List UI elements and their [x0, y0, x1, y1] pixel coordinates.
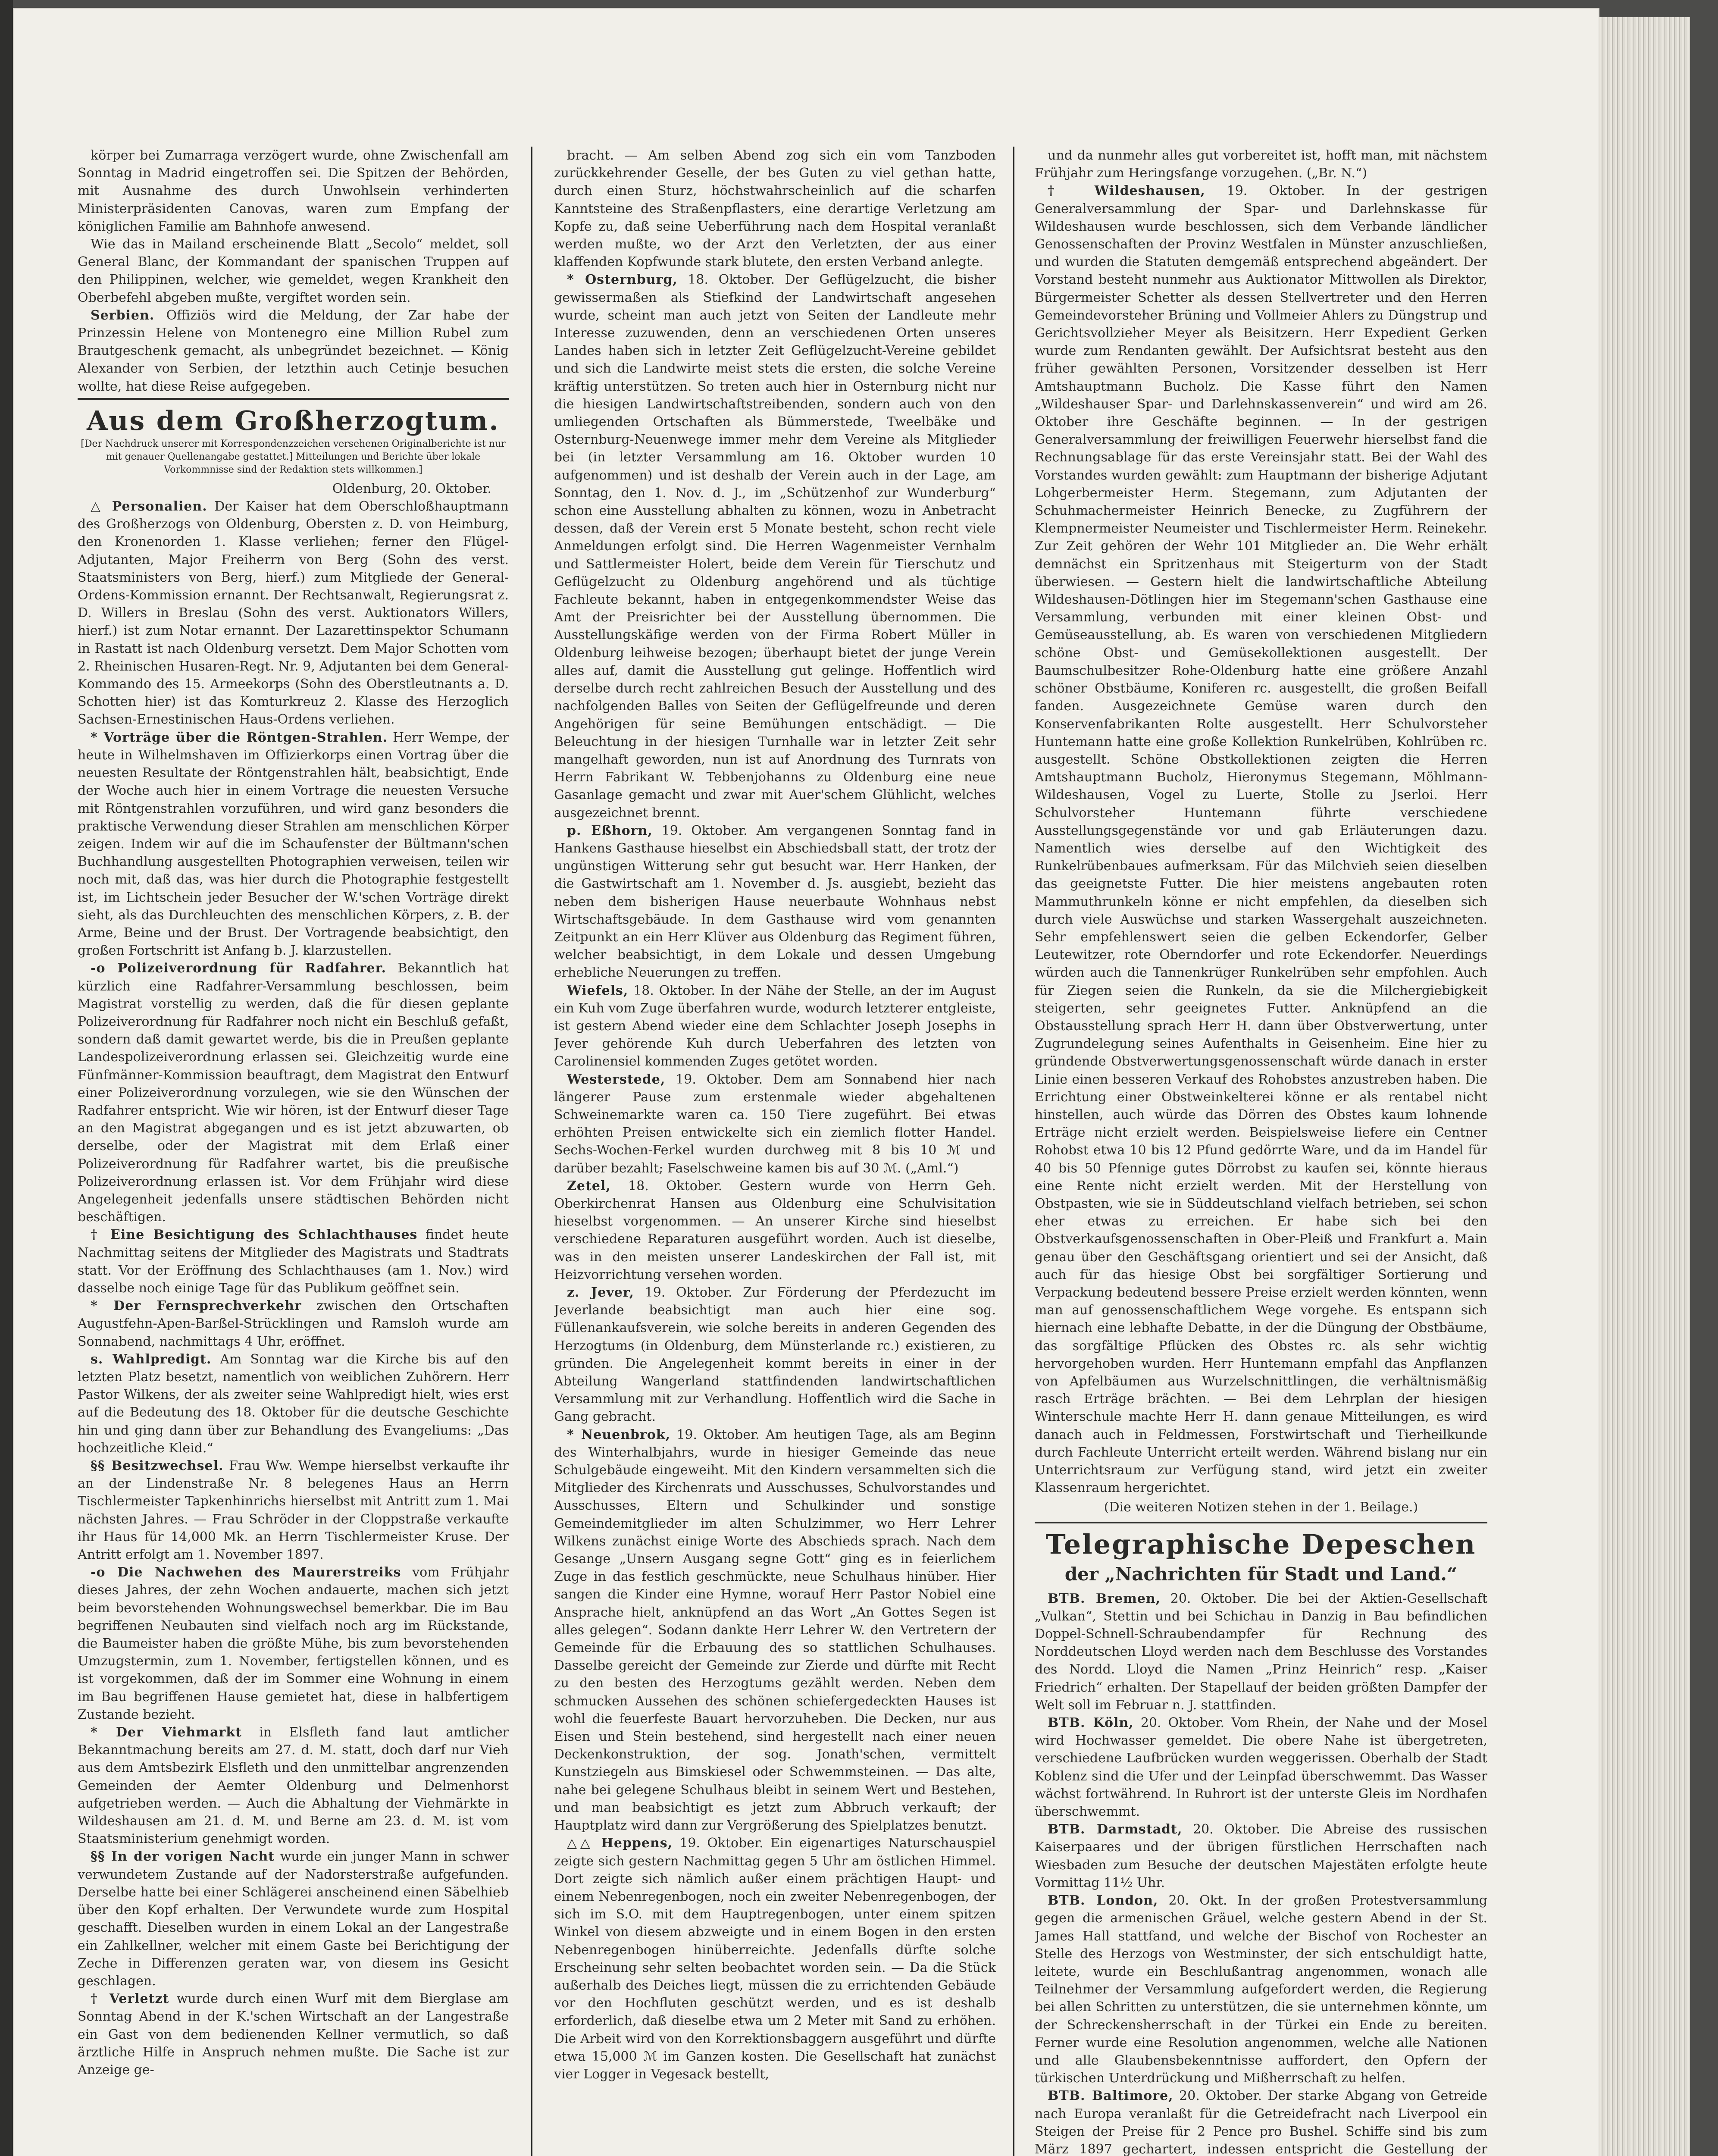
article-heading: * Der Viehmarkt	[91, 1725, 242, 1740]
article-paragraph	[554, 982, 996, 1071]
article-heading: △△ Heppens,	[567, 1836, 673, 1851]
article-paragraph	[1035, 1714, 1487, 1821]
article-text: Herr Wempe, der heute in Wilhelmshaven im Offizierkorps einen Vortrag über die neuesten Resultate der Röntgenstrahlen hält, beabsichtigt, Ende der Woche auch hier in einem Vortrage die neuesten Versuche mit Röntgenstrahlen vorzuführen, und wird ganz besonders die praktische Verwendung dieser Strahlen am menschlichen Körper zeigen. Indem wir auf die im Schaufenster der Bültmann'schen Buchhandlung ausgestellten Photographien verweisen, teilen wir noch mit, daß das, was hier durch die Photographie festgestellt ist, im Lichtschein jeder Besucher der W.'schen Vorträge direkt sieht, als das Durchleuchten des menschlichen Körpers, z. B. der Arme, Beine und der Brust. Der Vortragende beabsichtigt, den großen Fortschritt ist Anfang b. J. klarzustellen.	[78, 730, 509, 959]
article-text: findet heute Nachmittag seitens der Mitglieder des Magistrats und Stadtrats statt. Vor der Eröffnung des Schlachthauses (am 1. Nov.) wird dasselbe noch einige Tage für das Publikum geöffnet sein.	[78, 1227, 509, 1296]
article-text: zwischen den Ortschaften Augustfehn-Apen-Barßel-Strücklingen und Ramsloh wurde am Sonnabend, nachmittags 4 Uhr, eröffnet.	[78, 1298, 509, 1349]
article-heading: † Verletzt	[91, 1991, 169, 2007]
article-paragraph	[78, 1226, 509, 1297]
article-text: 19. Oktober. Am heutigen Tage, als am Beginn des Winterhalbjahrs, wurde in hiesiger Gemeinde das neue Schulgebäude eingeweiht. Mit den Kindern versammelten sich die Mitglieder des Kirchenrats und Ausschusses, Schulvorstandes und Ausschusses, Eltern und Schulkinder und sonstige Gemeindemitglieder im alten Schulzimmer, wo Herr Lehrer Wilkens zunächst einige Worte des Abschieds sprach. Nach dem Gesange „Unsern Ausgang segne Gott“ ging es in feierlichem Zuge in das festlich geschmückte, neue Schulhaus hinüber. Hier sangen die Kinder eine Hymne, worauf Herr Pastor Nobiel eine Ansprache hielt, anknüpfend an das Wort „An Gottes Segen ist alles gelegen“. Sodann dankte Herr Lehrer W. den Vertretern der Gemeinde für die Erbauung des so stattlichen Schulhauses. Dasselbe gereicht der Gemeinde zur Zierde und dürfte mit Recht zu den besten des Herzogtums gezählt werden. Neben dem schmucken Aussehen des schönen schiefergedeckten Hauses ist wohl die feuerfeste Bauart hervorzuheben. Die Decken, nur aus Eisen und Stein bestehend, sind hergestellt nach einer neuen Deckenkonstruktion, der sog. Jonath'schen, vermittelt Kunstziegeln aus Bimskiesel oder Schwemmsteinen. — Das alte, nahe bei gelegene Schulhaus bleibt in seinem Wert und Bestehen, und man beabsichtigt es jetzt zum Abbruch verkauft; der Hauptplatz wird dann zur Vergrößerung des Spielplatzes benutzt.	[554, 1427, 996, 1833]
article-heading: Wiefels,	[567, 983, 629, 998]
article-heading: * Der Fernsprechverkehr	[91, 1298, 302, 1314]
article-paragraph	[554, 271, 996, 821]
article-heading: -o Polizeiverordnung für Radfahrer.	[91, 961, 387, 976]
column-left	[78, 147, 509, 2156]
article-paragraph	[554, 822, 996, 982]
section-sub: der „Nachrichten für Stadt und Land.“	[1064, 1563, 1458, 1585]
section-title: Telegraphische Depeschen	[1045, 1528, 1477, 1560]
article-text: 19. Oktober. Am vergangenen Sonntag fand in Hankens Gasthause hieselbst ein Abschiedsball statt, der trotz der ungünstigen Witterung sehr gut besucht war. Herr Hanken, der die Gastwirtschaft am 1. November d. Js. ausgiebt, bezieht das neben dem bisherigen Hause neuerbaute Wohnhaus nebst Wirtschaftsgebäude. In dem Gasthause wird vom genannten Zeitpunkt an ein Herr Klüver aus Oldenburg das Regiment führen, welcher beabsichtigt, in dem Lokale und dessen Umgebung erhebliche Neuerungen zu treffen.	[554, 823, 996, 981]
article-heading: * Osternburg,	[567, 272, 678, 288]
article-text: 19. Oktober. Dem am Sonnabend hier nach längerer Pause zum erstenmale wieder abgehaltenen Schweinemarkte waren ca. 150 Tiere zugeführt. Bei etwas erhöhten Preisen entwickelte sich ein ziemlich flotter Handel. Sechs-Wochen-Ferkel wurden durchweg mit 8 bis 10 ℳ und darüber bezahlt; Faselschweine kamen bis auf 30 ℳ. („Aml.“)	[554, 1072, 996, 1176]
article-heading: BTB. Köln,	[1048, 1715, 1134, 1731]
article-heading: * Vorträge über die Röntgen-Strahlen.	[91, 730, 388, 745]
article-text: Bekanntlich hat kürzlich eine Radfahrer-Versammlung beschlossen, beim Magistrat vorstellig zu werden, daß die für diesen geplante Polizeiverordnung für Radfahrer noch nicht ein Beschluß gefaßt, sondern daß damit gewartet werde, bis die in Preußen geplante Landespolizeiverordnung erlassen sei. Gleichzeitig wurde eine Fünfmänner-Kommission beauftragt, dem Magistrat den Entwurf einer Polizeiverordnung vorzulegen, wie sie den Wünschen der Radfahrer entspricht. Wie wir hören, ist der Entwurf dieser Tage an den Magistrat abgegangen und es ist jetzt abzuwarten, ob derselbe, oder der Magistrat mit dem Erlaß einer Polizeiverordnung für Radfahrer wartet, bis die preußische Polizeiverordnung erlassen ist. Vor dem Frühjahr wird diese Angelegenheit jedenfalls unsere städtischen Behörden nicht beschäftigen.	[78, 961, 509, 1225]
article-text: und da nunmehr alles gut vorbereitet ist, hofft man, mit nächstem Frühjahr zum Heringsfange vorzugehen. („Br. N.“)	[1035, 148, 1487, 181]
article-heading: △ Personalien.	[91, 499, 207, 514]
article-paragraph	[78, 147, 509, 235]
article-heading: Westerstede,	[567, 1072, 666, 1087]
article-text: vom Frühjahr dieses Jahres, der zehn Wochen andauerte, machen sich jetzt beim bevorstehenden Wohnungswechsel bemerkbar. Die im Bau begriffenen Neubauten sind vielfach noch arg im Rückstande, die Baumeister haben die größte Mühe, bis zum bevorstehenden Umzugstermin, zum 1. November, fertigstellen können, und es ist vorgekommen, daß der im Sommer eine Wohnung in einem im Bau begriffenen Hause gemietet hat, diese in halbfertigem Zustande bezieht.	[78, 1565, 509, 1722]
article-paragraph	[1035, 1590, 1487, 1714]
article-paragraph	[78, 1990, 509, 2079]
notice: [Der Nachdruck unserer mit Korrespondenzzeichen versehenen Originalberichte ist nur mit genauer Quellenangabe gestattet.] Mitteilungen und Berichte über lokale Vorkommnisse sind der Redaktion stets willkommen.]	[81, 438, 506, 475]
article-paragraph	[554, 1071, 996, 1177]
article-paragraph	[554, 1426, 996, 1835]
article-paragraph	[1035, 2087, 1487, 2156]
article-text: wurde durch einen Wurf mit dem Bierglase am Sonntag Abend in der K.'schen Wirtschaft an der Langestraße ein Gast von dem bedienenden Kellner vermutlich, so daß ärztliche Hilfe in Anspruch nehmen mußte. Die Sache ist zur Anzeige ge-	[78, 1991, 509, 2078]
article-text: 20. Oktober. Die bei der Aktien-Gesellschaft „Vulkan“, Stettin und bei Schichau in Danzig in Bau befindlichen Doppel-Schnell-Schraubendampfer für Rechnung des Norddeutschen Lloyd werden nach dem Beschlusse des Vorstandes des Nordd. Lloyd die Namen „Prinz Heinrich“ resp. „Kaiser Friedrich“ erhalten. Der Stapellauf der beiden größten Dampfer der Welt soll im Februar n. J. stattfinden.	[1035, 1591, 1487, 1713]
article-paragraph	[78, 1848, 509, 1990]
article-heading: §§ Besitzwechsel.	[91, 1458, 224, 1474]
article-paragraph	[554, 147, 996, 271]
article-text: wurde ein junger Mann in schwer verwundetem Zustande auf der Nadorsterstraße aufgefunden. Derselbe hatte bei einer Schlägerei anscheinend einen Säbelhieb über den Kopf erhalten. Der Verwundete wurde zum Hospital geschafft. Dieselben wurden in einem Lokal an der Langestraße ein Zahlkellner, welcher mit einem Gaste bei Berichtigung der Zeche in Differenzen geraten war, von diesem ins Gesicht geschlagen.	[78, 1849, 509, 1989]
article-heading: -o Die Nachwehen des Maurerstreiks	[91, 1565, 401, 1580]
dateline: Oldenburg, 20. Oktober.	[332, 481, 491, 496]
article-text: Frau Ww. Wempe hierselbst verkaufte ihr an der Lindenstraße Nr. 8 belegenes Haus an Herrn Tischlermeister Tapkenhinrichs hierselbst mit Antritt zum 1. Mai nächsten Jahres. — Frau Schröder in der Cloppstraße verkaufte ihr Haus für 14,000 Mk. an Herrn Tischlermeister Kruse. Der Antritt erfolgt am 1. November 1897.	[78, 1458, 509, 1563]
article-text: 19. Oktober. Ein eigenartiges Naturschauspiel zeigte sich gestern Nachmittag gegen 5 Uhr am östlichen Himmel. Dort zeigte sich nämlich außer einem prächtigen Haupt- und einem Nebenregenbogen, noch ein zweiter Nebenregenbogen, der sich im S.O. mit dem Hauptregenbogen, unter einem spitzen Winkel von diesem abzweigte und in einem Bogen in den ersten Nebenregenbogen hinüberreichte. Jedenfalls dürfte solche Erscheinung sehr selten beobachtet worden sein. — Da die Stück außerhalb des Deiches liegt, müssen die zu errichtenden Gebäude vor den Hochfluten geschützt werden, und es ist deshalb erforderlich, daß dieselbe etwa um 2 Meter mit Sand zu erhöhen. Die Arbeit wird von den Korrektionsbaggern ausgeführt und dürfte etwa 15,000 ℳ im Ganzen kosten. Die Gesellschaft hat zunächst vier Logger in Vegesack bestellt,	[554, 1836, 996, 2082]
article-text: in Elsfleth fand laut amtlicher Bekanntmachung bereits am 27. d. M. statt, doch darf nur Vieh aus dem Amtsbezirk Elsfleth und den unmittelbar angrenzenden Gemeinden der Aemter Oldenburg und Delmenhorst aufgetrieben werden. — Auch die Abhaltung der Viehmärkte in Wildeshausen am 21. d. M. und Berne am 23. d. M. ist vom Staatsministerium genehmigt worden.	[78, 1725, 509, 1847]
article-paragraph	[78, 1297, 509, 1351]
article-paragraph	[78, 729, 509, 960]
article-text: Am Sonntag war die Kirche bis auf den letzten Platz besetzt, namentlich von weiblichen Zuhörern. Herr Pastor Wilkens, der als zweiter seine Wahlpredigt hielt, wies erst auf die Bedeutung des 18. Oktober für die deutsche Geschichte hin und ging dann über zur Behandlung des Evangeliums: „Das hochzeitliche Kleid.“	[78, 1351, 509, 1456]
section-title: Aus dem Großherzogtum.	[87, 404, 500, 436]
article-paragraph	[78, 307, 509, 395]
article-paragraph	[1035, 182, 1487, 1497]
article-paragraph	[78, 959, 509, 1226]
article-heading: BTB. Baltimore,	[1048, 2088, 1173, 2104]
article-text: 18. Oktober. Der Geflügelzucht, die bisher gewissermaßen als Stiefkind der Landwirtschaft angesehen wurde, scheint man auch jetzt von Seiten der Landleute mehr Interesse zuzuwenden, denn an verschiedenen Orten unseres Landes haben sich in letzter Zeit Geflügelzucht-Vereine gebildet und sich die Landwirte meist stets die ersten, die solche Vereine kräftig unterstützen. So treten auch hier in Osternburg nicht nur die hiesigen Landwirtschaftstreibenden, sondern auch von den umliegenden Ortschaften als Bümmerstede, Tweelbäke und Osternburg-Neuenwege immer mehr dem Vereine als Mitglieder bei (in letzter Versammlung am 16. Oktober wurden 10 aufgenommen) und ist deshalb der Verein auch in der Lage, am Sonntag, den 1. Nov. d. J., im „Schützenhof zur Wunderburg“ schon eine Ausstellung abhalten zu können, wozu in Anbetracht dessen, daß der Verein erst 5 Monate besteht, schon recht viele Anmeldungen erfolgt sind. Die Herren Wagenmeister Vernhalm und Sattlermeister Holert, beide dem Verein für Tierschutz und Geflügelzucht zu Oldenburg angehörend und als tüchtige Fachleute bekannt, haben in entgegenkommendster Weise das Amt der Preisrichter bei der Ausstellung übernommen. Die Ausstellungskäfige werden von der Firma Robert Müller in Oldenburg leihweise bezogen; überhaupt bietet der junge Verein alles auf, damit die Ausstellung gut gelinge. Hoffentlich wird derselbe durch recht zahlreichen Besuch der Ausstellung und des nachfolgenden Balles von Seiten der Geflügelfreunde und deren Angehörigen für seine Bemühungen entschädigt. — Die Beleuchtung in der hiesigen Turnhalle war in letzter Zeit sehr mangelhaft geworden, nun ist auf Anordnung des Turnrats von Herrn Fabrikant W. Tebbenjohanns zu Oldenburg eine neue Gasanlage gemacht und zwar mit Auer'schem Glühlicht, welches ausgezeichnet brennt.	[554, 272, 996, 821]
article-text: körper bei Zumarraga verzögert wurde, ohne Zwischenfall am Sonntag in Madrid eingetroffen sei. Die Spitzen der Behörden, mit Ausnahme des durch Unwohlsein verhinderten Ministerpräsidenten Canovas, waren zum Empfang der königlichen Familie am Bahnhofe anwesend.	[78, 148, 509, 234]
column-rule	[1013, 147, 1014, 2156]
article-paragraph	[78, 1724, 509, 1848]
article-text: 20. Okt. In der großen Protestversammlung gegen die armenischen Gräuel, welche gestern Abend in der St. James Hall stattfand, und welche der Bischof von Rochester an Stelle des Herzogs von Westminster, der sich entschuldigt hatte, leitete, wurde ein Beschlußantrag angenommen, wonach alle Teilnehmer der Versammlung aufgefordert werden, die Regierung bei allen Schritten zu unterstützen, die sie unternehmen könnte, um der Schreckensherrschaft in der Türkei ein Ende zu bereiten. Ferner wurde eine Resolution angenommen, welche alle Nationen und alle Glaubensbekenntnisse auffordert, den Opfern der türkischen Unterdrückung und Mißherrschaft zu helfen.	[1035, 1893, 1487, 2086]
article-paragraph	[78, 1457, 509, 1564]
column-middle	[554, 147, 996, 2156]
article-paragraph	[78, 235, 509, 307]
article-heading: Zetel,	[567, 1178, 611, 1194]
article-text: Wie das in Mailand erscheinende Blatt „Secolo“ meldet, soll General Blanc, der Kommandant der spanischen Truppen auf den Philippinen, welcher, wie gemeldet, wegen Krankheit den Oberbefehl abgeben mußte, vergiftet worden sein.	[78, 237, 509, 305]
article-heading: † Wildeshausen,	[1048, 183, 1205, 199]
article-heading: Serbien.	[91, 307, 155, 323]
page-edges	[1599, 17, 1690, 2156]
closing: (Die weiteren Notizen stehen in der 1. Beilage.)	[1104, 1500, 1418, 1515]
article-paragraph	[1035, 1821, 1487, 1892]
article-text: Der Kaiser hat dem Oberschloßhauptmann des Großherzogs von Oldenburg, Obersten z. D. von Heimburg, den Kronenorden 1. Klasse verliehen; ferner den Flügel-Adjutanten, Major Freiherrn von Berg (Sohn des verst. Staatsministers von Berg, hierf.) zum Mitgliede der General-Ordens-Kommission ernannt. Der Rechtsanwalt, Regierungsrat z. D. Willers in Breslau (Sohn des verst. Auktionators Willers, hierf.) ist zum Notar ernannt. Der Lazarettinspektor Schumann in Rastatt ist nach Oldenburg versetzt. Dem Major Schotten vom 2. Rheinischen Husaren-Regt. Nr. 9, Adjutanten bei dem General-Kommando des 15. Armeekorps (Sohn des Oberstleutnants a. D. Schotten hier) ist das Komturkreuz 2. Klasse des Herzoglich Sachsen-Ernestinischen Haus-Ordens verliehen.	[78, 499, 509, 727]
article-heading: s. Wahlpredigt.	[91, 1351, 212, 1367]
article-heading: BTB. Bremen,	[1048, 1591, 1161, 1606]
article-heading: z. Jever,	[567, 1285, 634, 1300]
article-paragraph	[1035, 147, 1487, 182]
article-heading: BTB. London,	[1048, 1893, 1158, 1908]
article-paragraph	[1035, 1892, 1487, 2087]
column-right	[1035, 147, 1487, 2156]
article-paragraph	[554, 1177, 996, 1284]
article-paragraph	[78, 498, 509, 729]
article-text: bracht. — Am selben Abend zog sich ein vom Tanzboden zurückkehrender Geselle, der bes Guten zu viel gethan hatte, durch einen Sturz, höchstwahrscheinlich auf die scharfen Kanntsteine des Straßenpflasters, eine derartige Verletzung am Kopfe zu, daß seine Ueberführung nach dem Hospital veranlaßt werden mußte, wo der Arzt den Verletzten, der aus einer klaffenden Kopfwunde stark blutete, den ersten Verband anlegte.	[554, 148, 996, 270]
article-text: 19. Oktober. Zur Förderung der Pferdezucht im Jeverlande beabsichtigt man auch hier eine sog. Füllenankaufsverein, wie solche bereits in anderen Gegenden des Herzogtums (in Oldenburg, dem Münsterlande rc.) existieren, zu gründen. Die Angelegenheit kommt bereits in einer in der Abteilung Wangerland stattfindenden landwirtschaftlichen Versammlung mit zur Verhandlung. Hoffentlich wird die Sache in Gang gebracht.	[554, 1285, 996, 1425]
article-heading: p. Eßhorn,	[567, 823, 653, 838]
section-divider	[78, 398, 509, 400]
article-text: 19. Oktober. In der gestrigen Generalversammlung der Spar- und Darlehnskasse für Wildeshausen wurde beschlossen, sich dem Verbande ländlicher Genossenschaften der Provinz Westfalen in Münster anzuschließen, und wurden die Statuten demgemäß entsprechend abgeändert. Der Vorstand besteht nunmehr aus Auktionator Mittwollen als Direktor, Bürgermeister Schetter als dessen Stellvertreter und den Herren Gemeindevorsteher Brüning und Vollmeier Ahlers zu Düngstrup und Gerichtsvollzieher Meyer als Beisitzern. Herr Expedient Gerken wurde zum Rendanten gewählt. Der Aufsichtsrat besteht aus den früher gewählten Personen, Vorsitzender desselben ist Herr Amtshauptmann Bucholz. Die Kasse führt den Namen „Wildeshauser Spar- und Darlehnskassenverein“ und wird am 26. Oktober ihre Geschäfte beginnen. — In der gestrigen Generalversammlung der freiwilligen Feuerwehr hierselbst fand die Rechnungsablage für das erste Vereinsjahr statt. Bei der Wahl des Vorstandes wurden gewählt: zum Hauptmann der bisherige Adjutant Lohgerbermeister Herm. Stegemann, zum Adjutanten der Schuhmachermeister Heinrich Benecke, zu Zugführern der Klempnermeister Neumeister und Tischlermeister Herm. Reinekehr. Zur Zeit gehören der Wehr 101 Mitglieder an. Die Wehr erhält demnächst ein Spritzenhaus mit Steigerturm von der Stadt überwiesen. — Gestern hielt die landwirtschaftliche Abteilung Wildeshausen-Dötlingen hier im Stegemann'schen Gasthause eine Versammlung, verbunden mit einer kleinen Obst- und Gemüseausstellung, ab. Es waren von verschiedenen Mitgliedern schöne Obst- und Gemüsekollektionen ausgestellt. Der Baumschulbesitzer Rohe-Oldenburg hatte eine größere Anzahl schöner Obstbäume, Koniferen rc. ausgestellt, die großen Beifall fanden. Ausgezeichnete Gemüse waren durch den Konservenfabrikanten Rolte ausgestellt. Herr Schulvorsteher Huntemann hatte eine große Kollektion Runkelrüben, Kohlrüben rc. ausgestellt. Schöne Obstkollektionen zeigten die Herren Amtshauptmann Bucholz, Hieronymus Stegemann, Möhlmann-Wildeshausen, Vogel zu Luerte, Stolle zu Jserloi. Herr Schulvorsteher Huntemann führte verschiedene Ausstellungsgegenstände vor und gab Erläuterungen dazu. Namentlich wies derselbe auf den Wichtigkeit des Runkelrübenbaues aufmerksam. Für das Milchvieh seien dieselben das geeignetste Futter. Die hier meistens angebauten roten Mammuthrunkeln könne er nicht empfehlen, da dieselben sich durch viele Auswüchse und starken Wassergehalt auszeichneten. Sehr empfehlenswert seien die gelben Eckendorfer, Gelber Leutewitzer, rote Oberndorfer und rote Eckendorfer. Neuerdings würden auch die Tannenkrüger Runkelrüben sehr empfohlen. Auch für Ziegen seien die Runkeln, da sie die Milchergiebigkeit steigerten, sehr geeignetes Futter. Anknüpfend an die Obstausstellung sprach Herr H. dann über Obstverwertung, unter Zugrundelegung seines Aufenthalts in Geisenheim. Eine hier zu gründende Obstverwertungsgenossenschaft würde danach in erster Linie einen besseren Verkauf des Rohobstes anzustreben haben. Die Errichtung einer Obstweinkelterei könne er als rentabel nicht hinstellen, auch würde das Dörren des Obstes kaum lohnende Erträge nicht erzielt werden. Beispielsweise liefere ein Centner Rohobst etwa 10 bis 12 Pfund gedörrte Ware, und da im Handel für 40 bis 50 Pfennige gutes Dörrobst zu kaufen sei, könnte hieraus eine Rente nicht erzielt werden. Mit der Herstellung von Obstpasten, wie sie in Süddeutschland vielfach betrieben, sei schon eher etwas zu erreichen. Er habe sich bei den Obstverkaufsgenossenschaften in Ober-Pleiß und Frankfurt a. Main genau über den Geschäftsgang orientiert und sei der Ansicht, daß auch für das hiesige Obst bei sorgfältiger Sortierung und Verpackung bedeutend bessere Preise erzielt werden könnten, wenn man auf genossenschaftlichem Wege vorgehe. Es entspann sich hiernach eine lebhafte Debatte, in der die Düngung der Obstbäume, das sorgfältige Pflücken des Obstes rc. als sehr wichtig hervorgehoben wurden. Herr Huntemann empfahl das Anpflanzen von Apfelbäumen aus Wurzelschnittlingen, die verhältnismäßig rasch Erträge brächten. — Bei dem Lehrplan der hiesigen Winterschule machte Herr H. dann genaue Mitteilungen, es wird danach auch in Feldmessen, Forstwirtschaft und Tierheilkunde durch Fachleute Unterricht erteilt werden. Während bislang nur ein Unterrichtsraum zur Verfügung stand, wird jetzt ein zweiter Klassenraum hergerichtet.	[1035, 183, 1487, 1496]
article-heading: † Eine Besichtigung des Schlachthauses	[91, 1227, 418, 1243]
article-text: Offiziös wird die Meldung, der Zar habe der Prinzessin Helene von Montenegro eine Million Rubel zum Brautgeschenk gemacht, als unbegründet bezeichnet. — König Alexander von Serbien, der letzthin auch Cetinje besuchen wollte, hat diese Reise aufgegeben.	[78, 307, 509, 394]
article-paragraph	[78, 1564, 509, 1724]
article-paragraph	[554, 1284, 996, 1426]
article-paragraph	[78, 1351, 509, 1457]
article-text: 20. Oktober. Die Abreise des russischen Kaiserpaares und der übrigen fürstlichen Herrschaften nach Wiesbaden zum Besuche der deutschen Majestäten erfolgte heute Vormittag 11½ Uhr.	[1035, 1822, 1487, 1890]
book-spine	[0, 0, 13, 2156]
column-rule	[531, 147, 532, 2156]
article-text: 18. Oktober. Gestern wurde von Herrn Geh. Oberkirchenrat Hansen aus Oldenburg eine Schulvisitation hieselbst vorgenommen. — An unserer Kirche sind hieselbst verschiedene Reparaturen ausgeführt worden. Auch ist dieselbe, was in den meisten unserer Landeskirchen der Fall ist, mit Heizvorrichtung versehen worden.	[554, 1178, 996, 1282]
article-heading: §§ In der vorigen Nacht	[91, 1849, 275, 1865]
article-text: 20. Oktober. Vom Rhein, der Nahe und der Mosel wird Hochwasser gemeldet. Die obere Nahe ist übergetreten, verschiedene Laufbrücken wurden weggerissen. Oberhalb der Stadt Koblenz sind die Ufer und der Leinpfad überschwemmt. Das Wasser wächst fortwährend. In Ruhrort ist der unterste Gleis im Nordhafen überschwemmt.	[1035, 1715, 1487, 1820]
article-heading: BTB. Darmstadt,	[1048, 1822, 1183, 1837]
section-divider	[1035, 1522, 1487, 1523]
article-text: 18. Oktober. In der Nähe der Stelle, an der im August ein Kuh vom Zuge überfahren wurde, wodurch letzterer entgleiste, ist gestern Abend wieder eine dem Schlachter Joseph Josephs in Jever gehörende Kuh durch Ueberfahren des letzten von Carolinensiel kommenden Zuges getötet worden.	[554, 983, 996, 1069]
article-text: 20. Oktober. Der starke Abgang von Getreide nach Europa veranlaßt für die Getreidefracht nach Liverpool ein Steigen der Preise für 2 Pence pro Bushel. Schiffe sind bis zum März 1897 gechartert, indessen entspricht die Gestellung der	[1035, 2088, 1487, 2156]
article-heading: * Neuenbrok,	[567, 1427, 671, 1442]
article-paragraph	[554, 1834, 996, 2083]
